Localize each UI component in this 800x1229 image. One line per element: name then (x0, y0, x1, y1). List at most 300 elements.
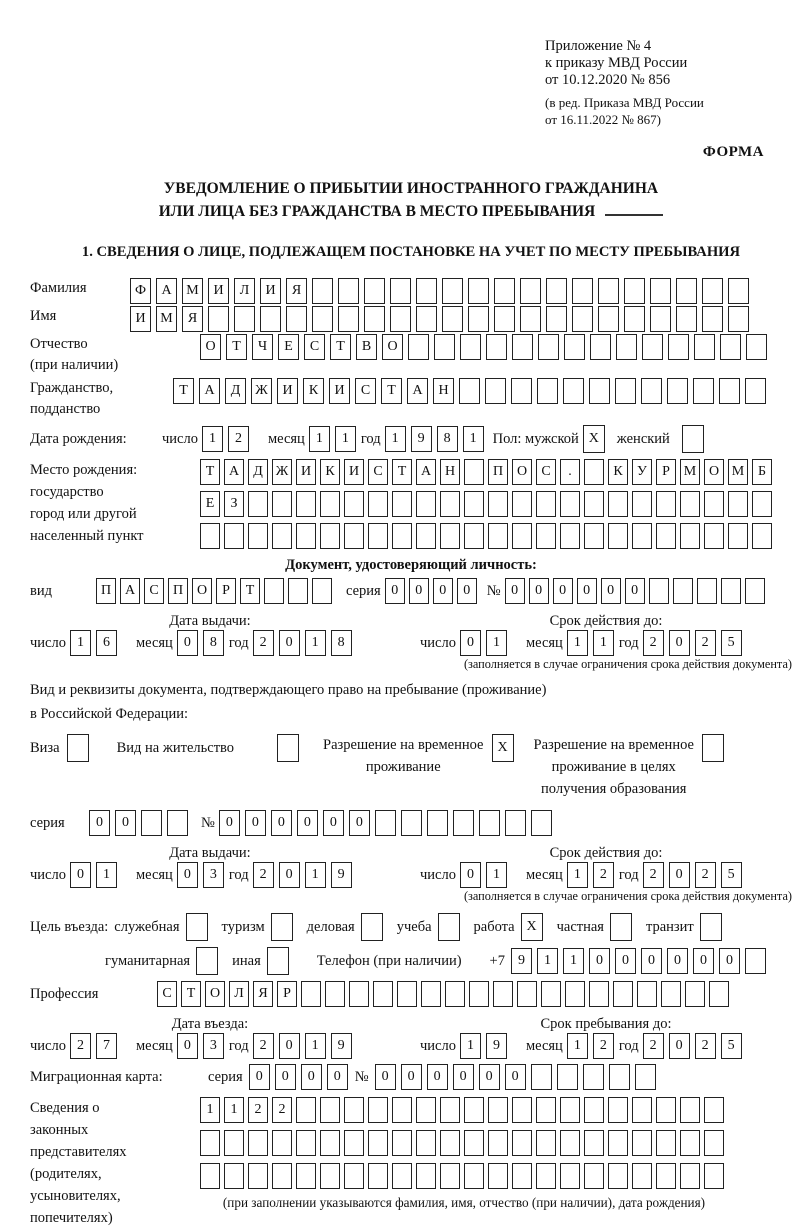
form-cell[interactable] (656, 491, 676, 517)
form-cell[interactable] (752, 523, 772, 549)
form-cell[interactable]: 2 (272, 1097, 292, 1123)
form-cell[interactable]: 0 (279, 862, 300, 888)
form-cell[interactable]: 0 (433, 578, 453, 604)
form-cell[interactable]: И (296, 459, 316, 485)
form-cell[interactable]: 9 (331, 862, 352, 888)
form-cell[interactable]: А (416, 459, 436, 485)
form-cell[interactable]: И (344, 459, 364, 485)
form-cell[interactable] (442, 306, 463, 332)
form-cell[interactable]: В (356, 334, 377, 360)
form-cell[interactable]: 5 (721, 862, 742, 888)
form-cell[interactable] (272, 1163, 292, 1189)
form-cell[interactable] (464, 1163, 484, 1189)
form-cell[interactable] (338, 306, 359, 332)
form-cell[interactable] (325, 981, 345, 1007)
form-cell[interactable]: 0 (275, 1064, 296, 1090)
form-cell[interactable] (440, 1097, 460, 1123)
form-cell[interactable]: 1 (486, 630, 507, 656)
form-cell[interactable] (440, 491, 460, 517)
form-cell[interactable]: 1 (305, 862, 326, 888)
form-cell[interactable] (615, 378, 636, 404)
form-cell[interactable]: Л (229, 981, 249, 1007)
form-cell[interactable]: М (182, 278, 203, 304)
form-cell[interactable]: 1 (202, 426, 223, 452)
form-cell[interactable] (248, 523, 268, 549)
form-cell[interactable]: 2 (253, 1033, 274, 1059)
form-cell[interactable] (167, 810, 188, 836)
form-cell[interactable]: Т (200, 459, 220, 485)
form-cell[interactable] (375, 810, 396, 836)
form-cell[interactable]: Ч (252, 334, 273, 360)
form-cell[interactable]: 0 (553, 578, 573, 604)
form-cell[interactable]: 0 (693, 948, 714, 974)
form-cell[interactable] (546, 278, 567, 304)
form-cell[interactable] (271, 913, 293, 941)
form-cell[interactable] (673, 578, 693, 604)
form-cell[interactable] (608, 1097, 628, 1123)
form-cell[interactable] (685, 981, 705, 1007)
form-cell[interactable] (704, 1130, 724, 1156)
form-cell[interactable] (200, 523, 220, 549)
form-cell[interactable]: А (120, 578, 140, 604)
form-cell[interactable] (373, 981, 393, 1007)
form-cell[interactable] (272, 523, 292, 549)
form-cell[interactable]: М (156, 306, 177, 332)
form-cell[interactable]: 0 (245, 810, 266, 836)
form-cell[interactable]: 0 (460, 862, 481, 888)
form-cell[interactable]: Т (181, 981, 201, 1007)
form-cell[interactable]: 0 (667, 948, 688, 974)
form-cell[interactable] (752, 491, 772, 517)
form-cell[interactable] (512, 1130, 532, 1156)
form-cell[interactable]: 8 (203, 630, 224, 656)
form-cell[interactable] (572, 306, 593, 332)
form-cell[interactable] (248, 1130, 268, 1156)
form-cell[interactable] (598, 306, 619, 332)
form-cell[interactable]: 0 (327, 1064, 348, 1090)
form-cell[interactable] (438, 913, 460, 941)
form-cell[interactable]: К (303, 378, 324, 404)
form-cell[interactable]: 8 (331, 630, 352, 656)
form-cell[interactable] (320, 491, 340, 517)
form-cell[interactable]: 0 (427, 1064, 448, 1090)
form-cell[interactable] (494, 278, 515, 304)
form-cell[interactable]: 0 (177, 862, 198, 888)
form-cell[interactable]: Ж (251, 378, 272, 404)
form-cell[interactable] (512, 334, 533, 360)
form-cell[interactable] (368, 1097, 388, 1123)
form-cell[interactable]: 0 (279, 630, 300, 656)
form-cell[interactable] (464, 459, 484, 485)
form-cell[interactable]: 8 (437, 426, 458, 452)
form-cell[interactable] (583, 1064, 604, 1090)
form-cell[interactable]: 0 (385, 578, 405, 604)
form-cell[interactable] (320, 1130, 340, 1156)
form-cell[interactable] (584, 1130, 604, 1156)
form-cell[interactable] (563, 378, 584, 404)
form-cell[interactable] (702, 278, 723, 304)
form-cell[interactable] (584, 491, 604, 517)
form-cell[interactable] (613, 981, 633, 1007)
form-cell[interactable] (427, 810, 448, 836)
form-cell[interactable] (344, 1163, 364, 1189)
form-cell[interactable]: 0 (323, 810, 344, 836)
form-cell[interactable]: 0 (349, 810, 370, 836)
form-cell[interactable] (624, 278, 645, 304)
form-cell[interactable]: П (96, 578, 116, 604)
form-cell[interactable] (312, 306, 333, 332)
form-cell[interactable]: К (320, 459, 340, 485)
form-cell[interactable] (536, 491, 556, 517)
form-cell[interactable]: 0 (625, 578, 645, 604)
form-cell[interactable] (745, 378, 766, 404)
form-cell[interactable]: 1 (567, 630, 588, 656)
form-cell[interactable]: О (704, 459, 724, 485)
form-cell[interactable]: Е (278, 334, 299, 360)
form-cell[interactable] (488, 1097, 508, 1123)
form-cell[interactable] (560, 491, 580, 517)
form-cell[interactable] (616, 334, 637, 360)
form-cell[interactable]: Н (433, 378, 454, 404)
form-cell[interactable] (704, 1163, 724, 1189)
form-cell[interactable]: 2 (593, 862, 614, 888)
form-cell[interactable]: Р (277, 981, 297, 1007)
form-cell[interactable] (320, 1097, 340, 1123)
form-cell[interactable]: 2 (593, 1033, 614, 1059)
form-cell[interactable] (453, 810, 474, 836)
form-cell[interactable] (624, 306, 645, 332)
form-cell[interactable]: 1 (70, 630, 91, 656)
form-cell[interactable]: З (224, 491, 244, 517)
form-cell[interactable]: К (608, 459, 628, 485)
form-cell[interactable]: 0 (601, 578, 621, 604)
form-cell[interactable]: 0 (219, 810, 240, 836)
form-cell[interactable]: 0 (409, 578, 429, 604)
form-cell[interactable] (392, 1130, 412, 1156)
form-cell[interactable]: М (680, 459, 700, 485)
form-cell[interactable]: 0 (505, 578, 525, 604)
form-cell[interactable]: С (368, 459, 388, 485)
form-cell[interactable]: 0 (719, 948, 740, 974)
form-cell[interactable] (312, 578, 332, 604)
form-cell[interactable] (248, 1163, 268, 1189)
form-cell[interactable] (642, 334, 663, 360)
form-cell[interactable] (416, 523, 436, 549)
form-cell[interactable]: X (521, 913, 543, 941)
form-cell[interactable] (584, 1163, 604, 1189)
form-cell[interactable] (565, 981, 585, 1007)
form-cell[interactable] (656, 523, 676, 549)
form-cell[interactable] (390, 278, 411, 304)
form-cell[interactable]: О (200, 334, 221, 360)
form-cell[interactable]: И (130, 306, 151, 332)
form-cell[interactable]: 0 (115, 810, 136, 836)
form-cell[interactable]: Д (225, 378, 246, 404)
form-cell[interactable] (445, 981, 465, 1007)
form-cell[interactable]: 0 (460, 630, 481, 656)
form-cell[interactable] (584, 523, 604, 549)
form-cell[interactable]: Я (253, 981, 273, 1007)
form-cell[interactable] (635, 1064, 656, 1090)
form-cell[interactable]: 1 (96, 862, 117, 888)
form-cell[interactable]: 3 (203, 862, 224, 888)
form-cell[interactable] (440, 523, 460, 549)
form-cell[interactable]: X (583, 425, 605, 453)
form-cell[interactable]: 0 (271, 810, 292, 836)
form-cell[interactable] (344, 523, 364, 549)
form-cell[interactable] (224, 1130, 244, 1156)
form-cell[interactable]: С (144, 578, 164, 604)
form-cell[interactable] (469, 981, 489, 1007)
form-cell[interactable]: 1 (563, 948, 584, 974)
form-cell[interactable]: Е (200, 491, 220, 517)
form-cell[interactable] (401, 810, 422, 836)
form-cell[interactable] (320, 523, 340, 549)
form-cell[interactable] (746, 334, 767, 360)
form-cell[interactable] (486, 334, 507, 360)
form-cell[interactable] (416, 1130, 436, 1156)
form-cell[interactable]: 1 (460, 1033, 481, 1059)
form-cell[interactable] (272, 491, 292, 517)
form-cell[interactable] (720, 334, 741, 360)
form-cell[interactable] (464, 1097, 484, 1123)
form-cell[interactable]: 9 (411, 426, 432, 452)
form-cell[interactable] (728, 306, 749, 332)
form-cell[interactable]: Т (226, 334, 247, 360)
form-cell[interactable] (680, 1097, 700, 1123)
form-cell[interactable]: 0 (89, 810, 110, 836)
form-cell[interactable] (344, 1130, 364, 1156)
form-cell[interactable]: 2 (695, 1033, 716, 1059)
form-cell[interactable] (260, 306, 281, 332)
form-cell[interactable] (186, 913, 208, 941)
form-cell[interactable] (392, 1097, 412, 1123)
form-cell[interactable] (512, 1097, 532, 1123)
form-cell[interactable]: И (277, 378, 298, 404)
form-cell[interactable] (338, 278, 359, 304)
form-cell[interactable] (537, 378, 558, 404)
form-cell[interactable]: Ж (272, 459, 292, 485)
form-cell[interactable] (460, 334, 481, 360)
form-cell[interactable] (517, 981, 537, 1007)
form-cell[interactable] (560, 523, 580, 549)
form-cell[interactable] (682, 425, 704, 453)
form-cell[interactable] (728, 491, 748, 517)
form-cell[interactable]: И (208, 278, 229, 304)
form-cell[interactable]: 2 (253, 862, 274, 888)
form-cell[interactable]: Т (392, 459, 412, 485)
form-cell[interactable] (589, 981, 609, 1007)
form-cell[interactable] (590, 334, 611, 360)
form-cell[interactable] (676, 278, 697, 304)
form-cell[interactable] (632, 523, 652, 549)
form-cell[interactable]: С (355, 378, 376, 404)
form-cell[interactable]: 0 (297, 810, 318, 836)
form-cell[interactable]: 1 (537, 948, 558, 974)
form-cell[interactable]: Я (286, 278, 307, 304)
form-cell[interactable] (67, 734, 89, 762)
form-cell[interactable] (493, 981, 513, 1007)
form-cell[interactable]: 1 (567, 1033, 588, 1059)
form-cell[interactable] (680, 1163, 700, 1189)
form-cell[interactable]: А (156, 278, 177, 304)
form-cell[interactable]: 5 (721, 1033, 742, 1059)
form-cell[interactable] (728, 278, 749, 304)
form-cell[interactable]: Д (248, 459, 268, 485)
form-cell[interactable]: 2 (253, 630, 274, 656)
form-cell[interactable] (464, 1130, 484, 1156)
form-cell[interactable]: 2 (643, 862, 664, 888)
form-cell[interactable] (520, 306, 541, 332)
form-cell[interactable] (272, 1130, 292, 1156)
form-cell[interactable] (719, 378, 740, 404)
form-cell[interactable] (589, 378, 610, 404)
form-cell[interactable] (416, 278, 437, 304)
form-cell[interactable] (349, 981, 369, 1007)
form-cell[interactable]: 2 (228, 426, 249, 452)
form-cell[interactable] (680, 491, 700, 517)
form-cell[interactable] (704, 1097, 724, 1123)
form-cell[interactable]: . (560, 459, 580, 485)
form-cell[interactable] (224, 523, 244, 549)
form-cell[interactable]: 0 (375, 1064, 396, 1090)
form-cell[interactable] (560, 1163, 580, 1189)
form-cell[interactable] (608, 1130, 628, 1156)
form-cell[interactable] (312, 278, 333, 304)
form-cell[interactable] (702, 734, 724, 762)
form-cell[interactable] (397, 981, 417, 1007)
form-cell[interactable]: 2 (643, 1033, 664, 1059)
form-cell[interactable] (296, 523, 316, 549)
form-cell[interactable]: А (199, 378, 220, 404)
form-cell[interactable] (609, 1064, 630, 1090)
form-cell[interactable] (248, 491, 268, 517)
form-cell[interactable]: П (488, 459, 508, 485)
form-cell[interactable] (610, 913, 632, 941)
form-cell[interactable] (141, 810, 162, 836)
form-cell[interactable] (531, 810, 552, 836)
form-cell[interactable] (538, 334, 559, 360)
form-cell[interactable]: 9 (511, 948, 532, 974)
form-cell[interactable]: 3 (203, 1033, 224, 1059)
form-cell[interactable]: И (260, 278, 281, 304)
form-cell[interactable] (320, 1163, 340, 1189)
form-cell[interactable] (560, 1130, 580, 1156)
form-cell[interactable] (704, 491, 724, 517)
form-cell[interactable]: 9 (486, 1033, 507, 1059)
form-cell[interactable] (656, 1097, 676, 1123)
form-cell[interactable] (196, 947, 218, 975)
form-cell[interactable] (392, 1163, 412, 1189)
form-cell[interactable]: Т (240, 578, 260, 604)
form-cell[interactable] (512, 491, 532, 517)
form-cell[interactable] (608, 491, 628, 517)
form-cell[interactable] (421, 981, 441, 1007)
form-cell[interactable] (459, 378, 480, 404)
form-cell[interactable] (637, 981, 657, 1007)
form-cell[interactable]: 1 (200, 1097, 220, 1123)
form-cell[interactable] (661, 981, 681, 1007)
form-cell[interactable] (632, 1163, 652, 1189)
form-cell[interactable]: 2 (643, 630, 664, 656)
form-cell[interactable]: М (728, 459, 748, 485)
form-cell[interactable] (560, 1097, 580, 1123)
form-cell[interactable]: Н (440, 459, 460, 485)
form-cell[interactable]: А (407, 378, 428, 404)
form-cell[interactable]: 1 (486, 862, 507, 888)
form-cell[interactable]: С (157, 981, 177, 1007)
form-cell[interactable]: 0 (641, 948, 662, 974)
form-cell[interactable] (721, 578, 741, 604)
form-cell[interactable]: О (192, 578, 212, 604)
form-cell[interactable]: 0 (177, 630, 198, 656)
form-cell[interactable] (536, 1097, 556, 1123)
form-cell[interactable]: О (205, 981, 225, 1007)
form-cell[interactable] (224, 1163, 244, 1189)
form-cell[interactable] (656, 1163, 676, 1189)
form-cell[interactable] (704, 523, 724, 549)
form-cell[interactable]: 1 (305, 630, 326, 656)
form-cell[interactable] (494, 306, 515, 332)
form-cell[interactable] (416, 491, 436, 517)
form-cell[interactable] (364, 306, 385, 332)
form-cell[interactable]: 0 (529, 578, 549, 604)
form-cell[interactable] (694, 334, 715, 360)
form-cell[interactable] (368, 1130, 388, 1156)
form-cell[interactable] (200, 1130, 220, 1156)
form-cell[interactable] (488, 523, 508, 549)
form-cell[interactable]: 1 (567, 862, 588, 888)
form-cell[interactable]: 1 (335, 426, 356, 452)
form-cell[interactable] (608, 1163, 628, 1189)
form-cell[interactable] (536, 1163, 556, 1189)
form-cell[interactable] (485, 378, 506, 404)
form-cell[interactable] (512, 1163, 532, 1189)
form-cell[interactable] (301, 981, 321, 1007)
form-cell[interactable]: X (492, 734, 514, 762)
form-cell[interactable] (536, 1130, 556, 1156)
form-cell[interactable] (667, 378, 688, 404)
form-cell[interactable] (584, 459, 604, 485)
form-cell[interactable] (442, 278, 463, 304)
form-cell[interactable]: 1 (385, 426, 406, 452)
form-cell[interactable]: Т (330, 334, 351, 360)
form-cell[interactable] (344, 491, 364, 517)
form-cell[interactable]: С (536, 459, 556, 485)
form-cell[interactable] (709, 981, 729, 1007)
form-cell[interactable] (264, 578, 284, 604)
form-cell[interactable]: 0 (457, 578, 477, 604)
form-cell[interactable] (700, 913, 722, 941)
form-cell[interactable] (546, 306, 567, 332)
form-cell[interactable] (488, 491, 508, 517)
form-cell[interactable]: 0 (301, 1064, 322, 1090)
form-cell[interactable] (368, 1163, 388, 1189)
form-cell[interactable]: Я (182, 306, 203, 332)
form-cell[interactable] (296, 491, 316, 517)
form-cell[interactable]: 2 (695, 630, 716, 656)
form-cell[interactable] (520, 278, 541, 304)
form-cell[interactable]: 0 (615, 948, 636, 974)
form-cell[interactable] (693, 378, 714, 404)
form-cell[interactable] (464, 491, 484, 517)
form-cell[interactable] (361, 913, 383, 941)
form-cell[interactable] (536, 523, 556, 549)
form-cell[interactable]: 0 (669, 630, 690, 656)
form-cell[interactable]: О (512, 459, 532, 485)
form-cell[interactable] (234, 306, 255, 332)
form-cell[interactable] (512, 523, 532, 549)
